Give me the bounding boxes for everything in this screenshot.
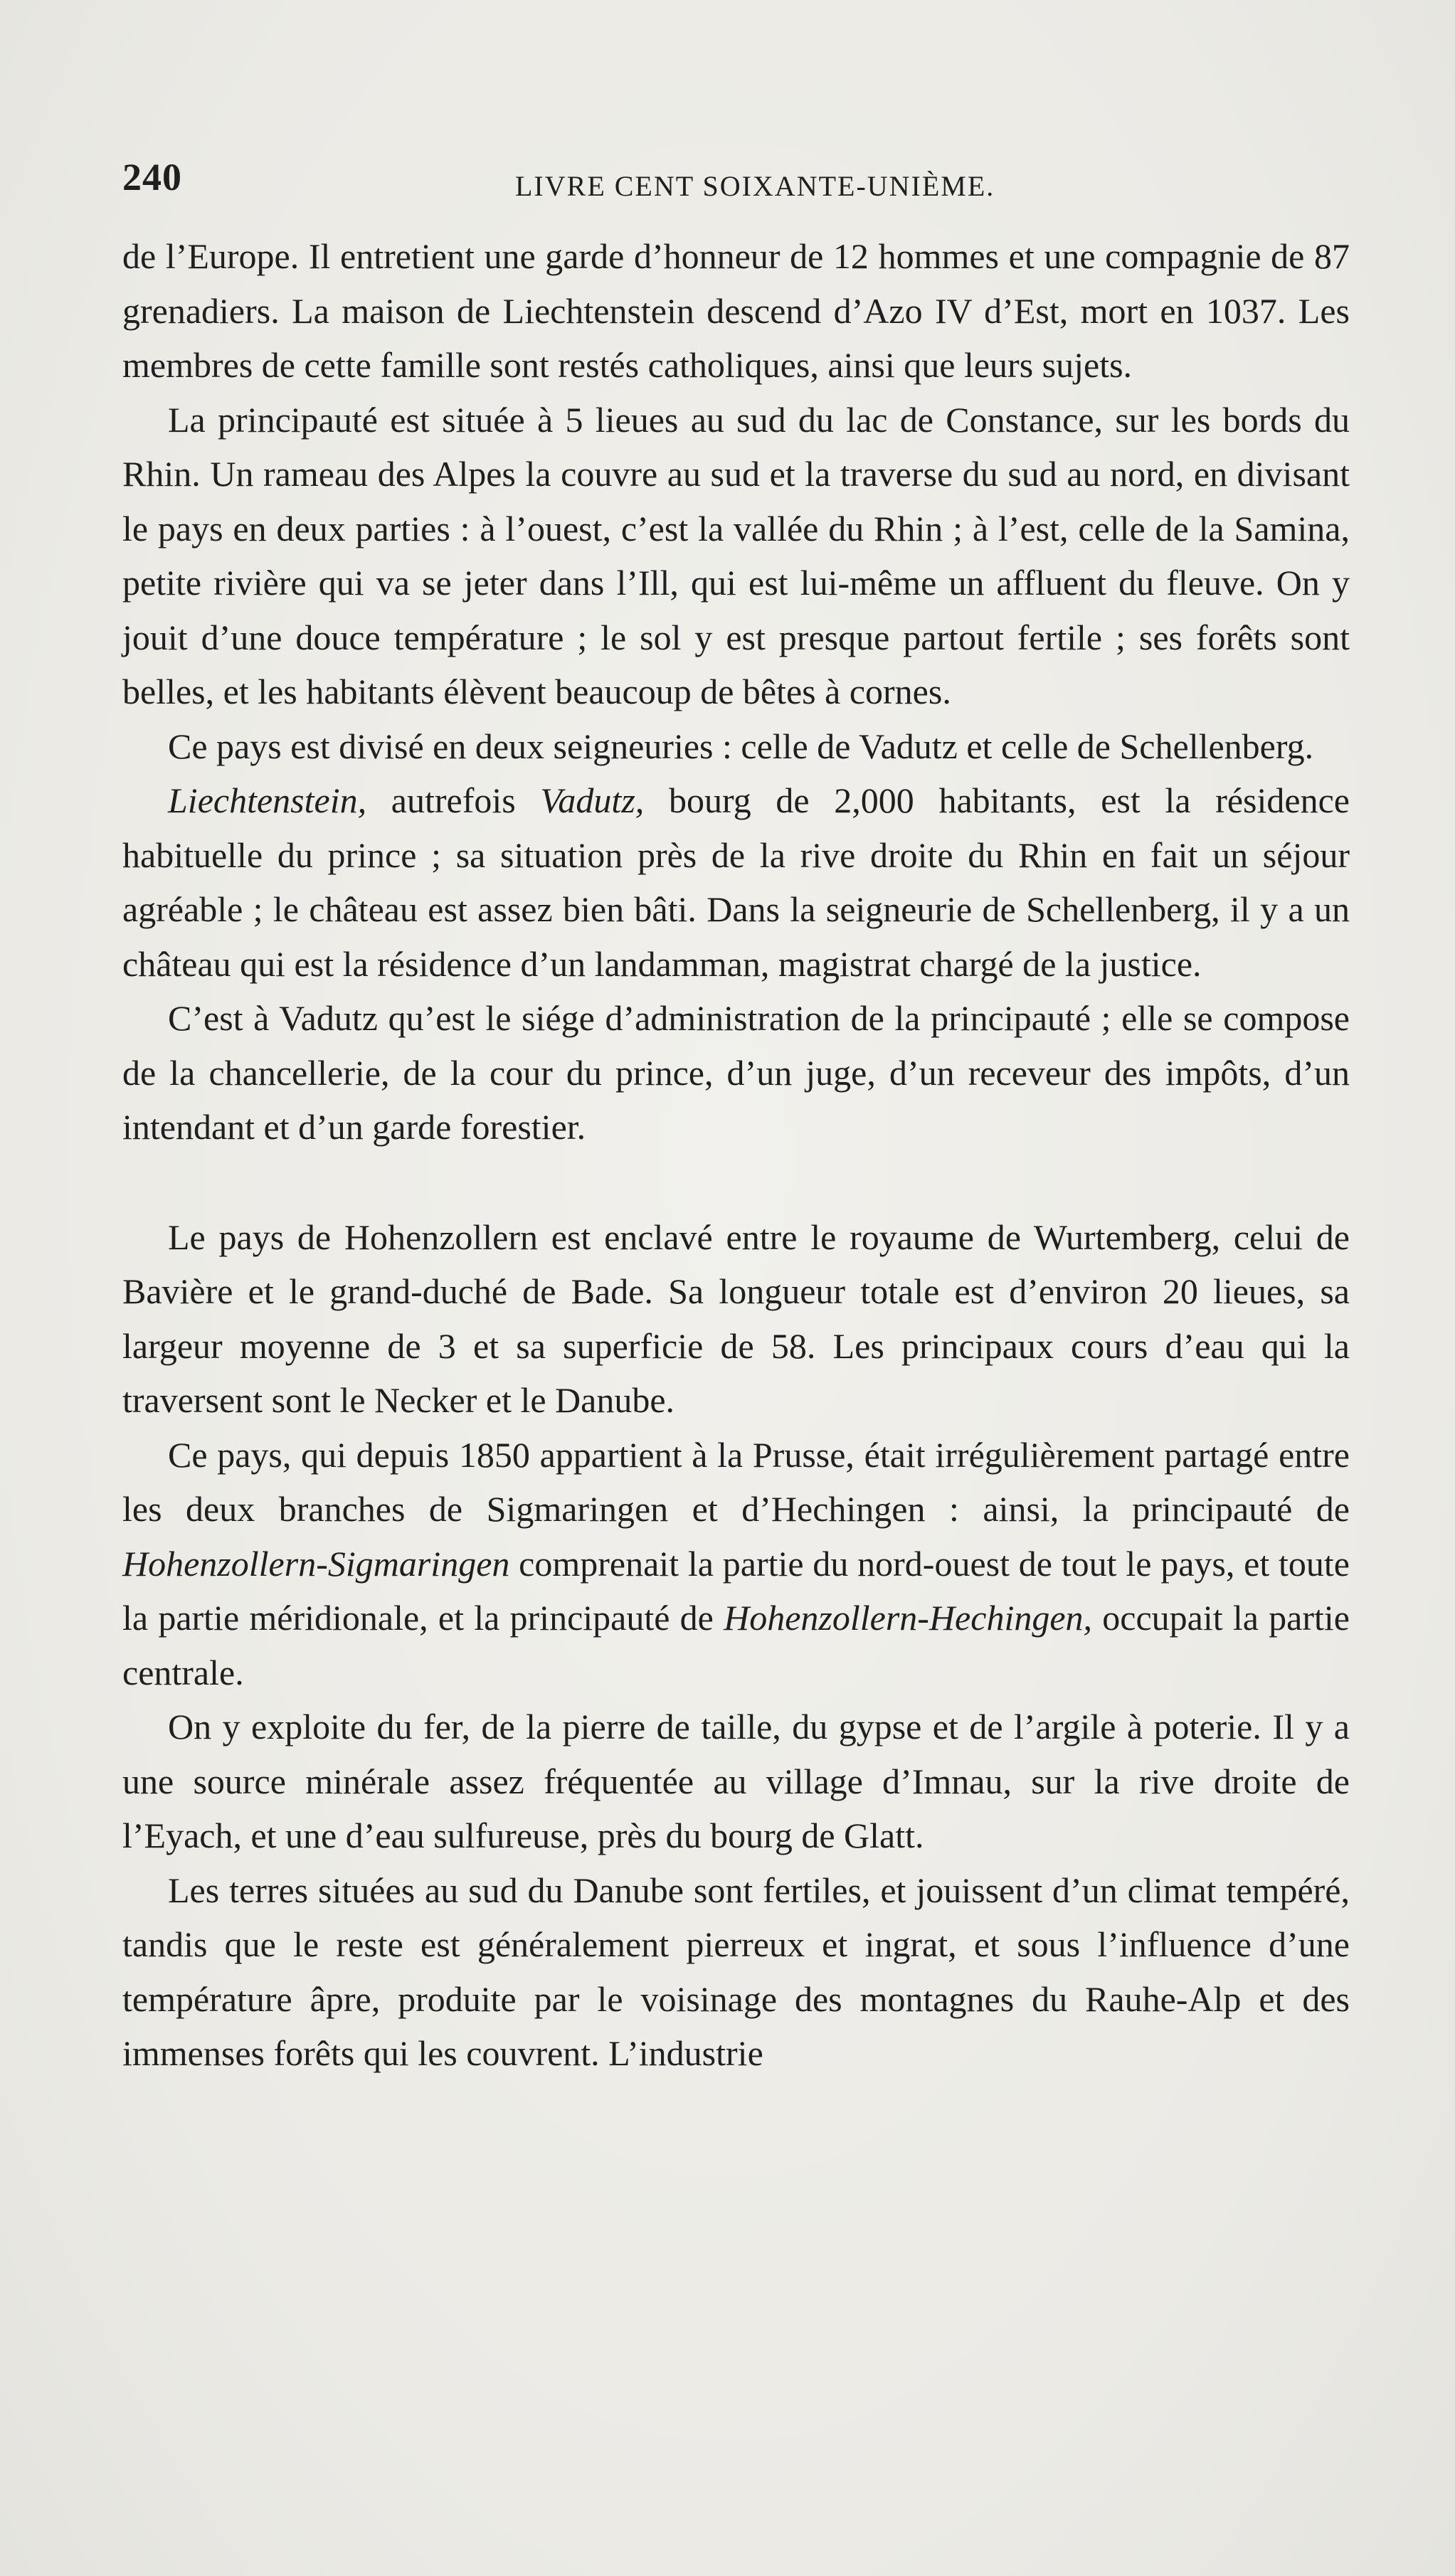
place-name-liechtenstein: Liechtenstein, bbox=[168, 780, 367, 820]
place-name-sigmaringen: Hohenzollern-Sigmaringen bbox=[122, 1543, 510, 1584]
body-text bbox=[122, 229, 1350, 2081]
paragraph-lands-climate: Les terres situées au sud du Danube sont fertiles, et jouissent d’un climat tempéré, tandis que le reste est généralement pierreux et ingrat, et sous l’influence d’une température âpre, produite par le voisinage des montagnes du Rauhe-Alp et des immenses forêts qui les couvrent. L’industrie bbox=[122, 1870, 1350, 2073]
running-title: LIVRE CENT SOIXANTE-UNIÈME. bbox=[515, 170, 995, 202]
place-name-hechingen: Hohenzollern-Hechingen, bbox=[724, 1598, 1093, 1638]
section-gap bbox=[122, 1155, 1350, 1210]
page-header bbox=[122, 155, 1357, 205]
page-number: 240 bbox=[122, 156, 182, 198]
paragraph-seigneuries: Ce pays est divisé en deux seigneuries : celle de Vadutz et celle de Schellenberg. bbox=[168, 726, 1314, 766]
paragraph-hohenzollern-intro: Le pays de Hohenzollern est enclavé entre le royaume de Wurtemberg, celui de Bavière et le grand-duché de Bade. Sa longueur totale est d’environ 20 lieues, sa largeur moyenne de 3 et sa superficie de 58. Les principaux cours d’eau qui la traversent sont le Necker et le Danube. bbox=[122, 1217, 1350, 1420]
paragraph-administration: C’est à Vadutz qu’est le siége d’administration de la principauté ; elle se compose de la chancellerie, de la cour du prince, d’un juge, d’un receveur des impôts, d’un intendant et d’un garde forestier. bbox=[122, 998, 1350, 1147]
place-name-vadutz: Vadutz, bbox=[540, 780, 645, 820]
paragraph-hohenzollern-branches: Ce pays, qui depuis 1850 appartient à la Prusse, était irrégulièrement partagé entre les deux branches de Sigmaringen et d’Hechingen : ainsi, la principauté de Hohenzollern-Sigmaringen comprenait la partie du nord-ouest de tout le pays, et toute la partie méridionale, et la principauté de Hohenzollern-Hechingen, occupait la partie centrale. bbox=[122, 1434, 1350, 1692]
paragraph-mining: On y exploite du fer, de la pierre de taille, du gypse et de l’argile à poterie. Il y a une source minérale assez fréquentée au village d’Imnau, sur la rive droite de l’Eyach, et une d’eau sulfureuse, près du bourg de Glatt. bbox=[122, 1707, 1350, 1855]
paragraph-principality-location: La principauté est située à 5 lieues au sud du lac de Constance, sur les bords du Rhin. Un rameau des Alpes la couvre au sud et la traverse du sud au nord, en divisant le pays en deux parties : à l’ouest, c’est la vallée du Rhin ; à l’est, celle de la Samina, petite rivière qui va se jeter dans l’Ill, qui est lui-même un affluent du fleuve. On y jouit d’une douce température ; le sol y est presque partout fertile ; ses forêts sont belles, et les habitants élèvent beaucoup de bêtes à cornes. bbox=[122, 399, 1350, 711]
paragraph-liechtenstein-town: Liechtenstein, autrefois Vadutz, bourg de 2,000 habitants, est la résidence habituelle du prince ; sa situation près de la rive droite du Rhin en fait un séjour agréable ; le château est assez bien bâti. Dans la seigneurie de Schellenberg, il y a un château qui est la résidence d’un landamman, magistrat chargé de la justice. bbox=[122, 780, 1350, 984]
paragraph-europe-continuation: de l’Europe. Il entretient une garde d’honneur de 12 hommes et une compagnie de 87 grenadiers. La maison de Liechtenstein descend d’Azo IV d’Est, mort en 1037. Les membres de cette famille sont restés catholiques, ainsi que leurs sujets. bbox=[122, 236, 1350, 385]
